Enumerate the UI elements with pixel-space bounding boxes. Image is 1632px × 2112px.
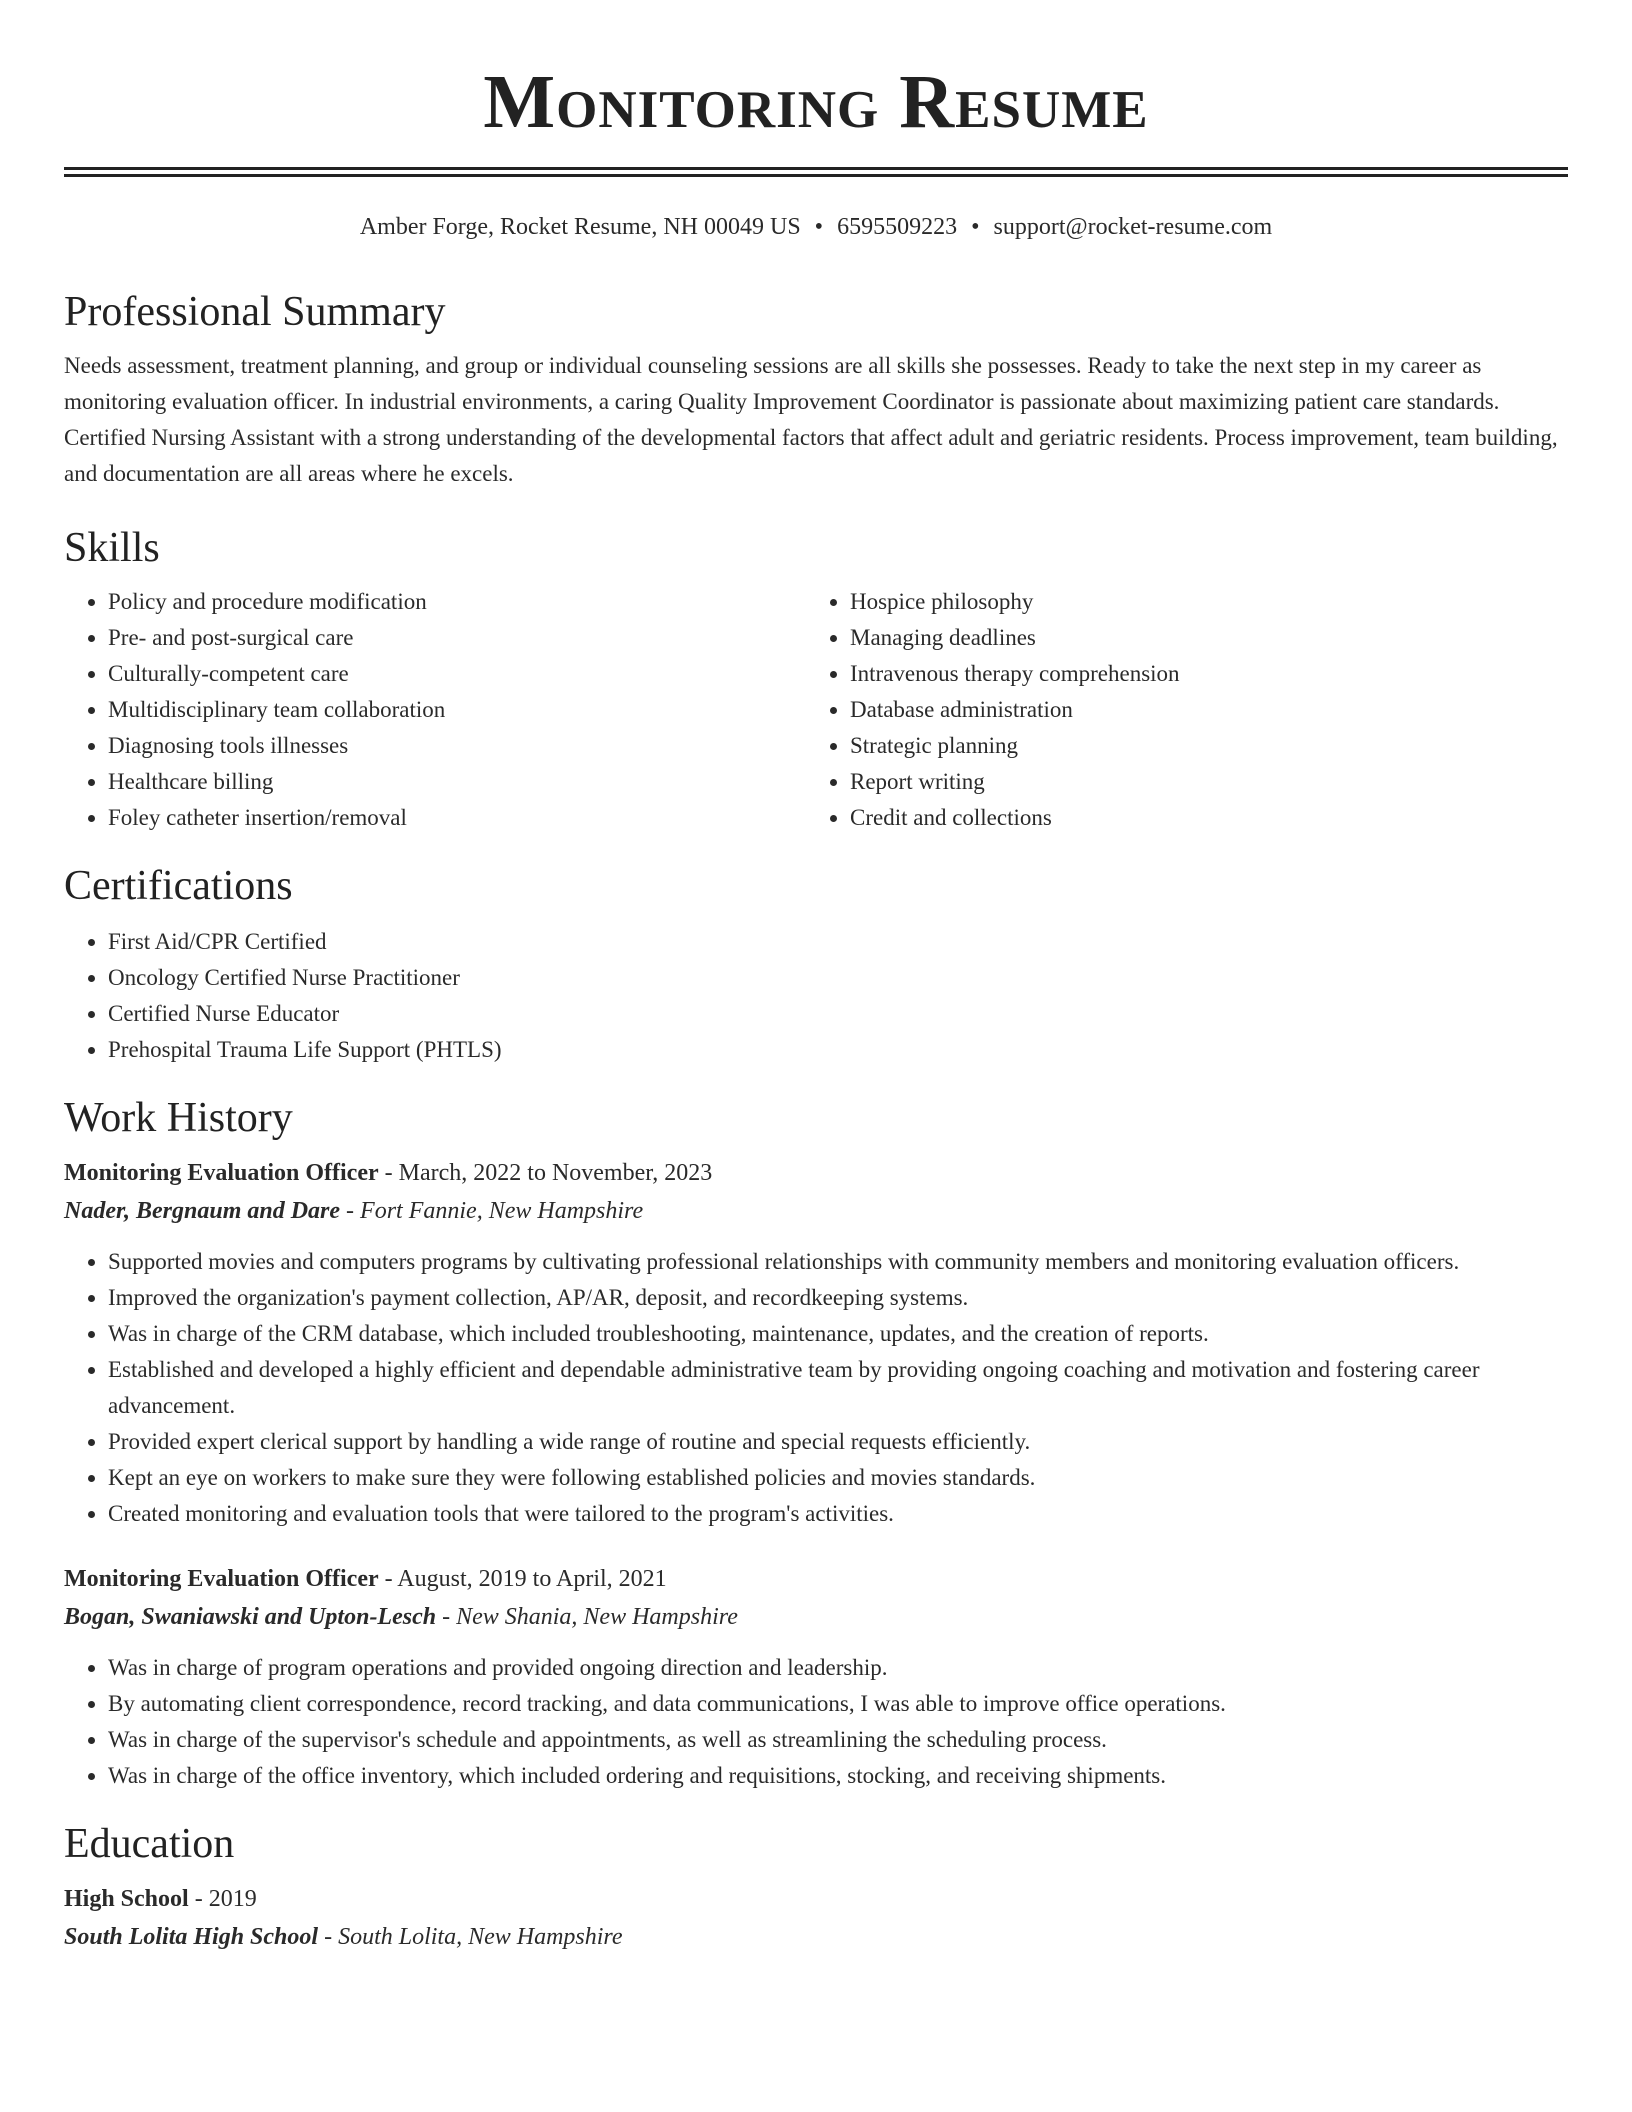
- work-history-heading: Work History: [64, 1095, 293, 1141]
- skill-item: • Healthcare billing: [108, 764, 806, 800]
- job-location: - New Shania, New Hampshire: [436, 1604, 738, 1630]
- skill-item: • Hospice philosophy: [850, 584, 1548, 620]
- job-bullet: • Was in charge of the supervisor's schedule and appointments, as well as streamlining the scheduling process.: [108, 1722, 1568, 1758]
- skill-item: • Credit and collections: [850, 800, 1548, 836]
- certification-item: • Prehospital Trauma Life Support (PHTLS): [108, 1032, 1568, 1068]
- bullet-separator: •: [814, 214, 824, 240]
- certification-item: • First Aid/CPR Certified: [108, 924, 1568, 960]
- job-bullets: [64, 1244, 1568, 1532]
- summary-heading: Professional Summary: [64, 289, 446, 335]
- job-company: Nader, Bergnaum and Dare: [64, 1198, 341, 1224]
- contact-line: [64, 210, 1568, 244]
- job-bullet: • Was in charge of the CRM database, which included troubleshooting, maintenance, updates, and the creation of reports.: [108, 1316, 1568, 1352]
- job-bullet: • Was in charge of program operations and provided ongoing direction and leadership.: [108, 1650, 1568, 1686]
- job-bullet: • Supported movies and computers programs by cultivating professional relationships with community members and monitoring evaluation officers.: [108, 1244, 1568, 1280]
- contact-address: Amber Forge, Rocket Resume, NH 00049 US: [359, 214, 801, 240]
- job-dates: - March, 2022 to November, 2023: [378, 1160, 713, 1186]
- skills-column-left: [64, 584, 806, 836]
- skills-heading: Skills: [64, 525, 160, 571]
- job-company-line: [64, 1598, 1568, 1636]
- certification-item: • Oncology Certified Nurse Practitioner: [108, 960, 1568, 996]
- skills-column-right: [806, 584, 1548, 836]
- skill-item: • Database administration: [850, 692, 1548, 728]
- skill-item: • Policy and procedure modification: [108, 584, 806, 620]
- certification-item: • Certified Nurse Educator: [108, 996, 1568, 1032]
- skills-grid: [64, 584, 1568, 836]
- certifications-heading: Certifications: [64, 863, 293, 909]
- job-bullets: [64, 1650, 1568, 1794]
- job-bullet: • By automating client correspondence, record tracking, and data communications, I was able to improve office operations.: [108, 1686, 1568, 1722]
- education-heading: Education: [64, 1821, 235, 1867]
- contact-phone: 6595509223: [837, 214, 958, 240]
- skill-item: • Strategic planning: [850, 728, 1548, 764]
- contact-email: support@rocket-resume.com: [993, 214, 1273, 240]
- job-bullet: • Established and developed a highly efficient and dependable administrative team by providing ongoing coaching and motivation and fostering career advancement.: [108, 1352, 1568, 1424]
- resume-page: [64, 0, 1568, 1956]
- job-company: Bogan, Swaniawski and Upton-Lesch: [64, 1604, 437, 1630]
- education-degree: High School: [64, 1886, 189, 1912]
- job-bullet: • Created monitoring and evaluation tools that were tailored to the program's activities.: [108, 1496, 1568, 1532]
- job-title-line: [64, 1154, 1568, 1192]
- skill-item: • Managing deadlines: [850, 620, 1548, 656]
- skill-item: • Diagnosing tools illnesses: [108, 728, 806, 764]
- education-location: - South Lolita, New Hampshire: [318, 1924, 623, 1950]
- skill-item: • Culturally-competent care: [108, 656, 806, 692]
- job-location: - Fort Fannie, New Hampshire: [340, 1198, 644, 1224]
- bullet-separator: •: [971, 214, 980, 240]
- certifications-list: [64, 924, 1568, 1068]
- job-dates: - August, 2019 to April, 2021: [378, 1566, 667, 1592]
- job-title: Monitoring Evaluation Officer: [64, 1566, 379, 1592]
- job-company-line: [64, 1192, 1568, 1230]
- skill-item: • Report writing: [850, 764, 1548, 800]
- skill-item: • Multidisciplinary team collaboration: [108, 692, 806, 728]
- job-entry: [64, 1154, 1568, 1532]
- skill-item: • Intravenous therapy comprehension: [850, 656, 1548, 692]
- skill-item: • Pre- and post-surgical care: [108, 620, 806, 656]
- education-degree-line: [64, 1880, 1568, 1918]
- education-school: South Lolita High School: [64, 1924, 319, 1950]
- job-bullet: • Provided expert clerical support by handling a wide range of routine and special requests efficiently.: [108, 1424, 1568, 1460]
- summary-text: Needs assessment, treatment planning, and group or individual counseling sessions are all skills she possesses. Ready to take the next step in my career as monitoring evaluation officer. In industrial environments, a caring Quality Improvement Coordinator is passionate about maximizing patient care standards. Certified Nursing Assistant with a strong understanding of the developmental factors that affect adult and geriatric residents. Process improvement, team building, and documentation are all areas where he excels.: [64, 353, 1558, 486]
- education-year: - 2019: [188, 1886, 257, 1912]
- job-bullet: • Was in charge of the office inventory, which included ordering and requisitions, stocking, and receiving shipments.: [108, 1758, 1568, 1794]
- job-bullet: • Improved the organization's payment collection, AP/AR, deposit, and recordkeeping systems.: [108, 1280, 1568, 1316]
- education-school-line: [64, 1918, 1568, 1956]
- job-title-line: [64, 1560, 1568, 1598]
- resume-title: Monitoring Resume: [483, 60, 1149, 144]
- job-title: Monitoring Evaluation Officer: [64, 1160, 379, 1186]
- job-bullet: • Kept an eye on workers to make sure they were following established policies and movies standards.: [108, 1460, 1568, 1496]
- education-entry: [64, 1880, 1568, 1956]
- skill-item: • Foley catheter insertion/removal: [108, 800, 806, 836]
- title-double-rule: [64, 167, 1568, 177]
- job-entry: [64, 1560, 1568, 1794]
